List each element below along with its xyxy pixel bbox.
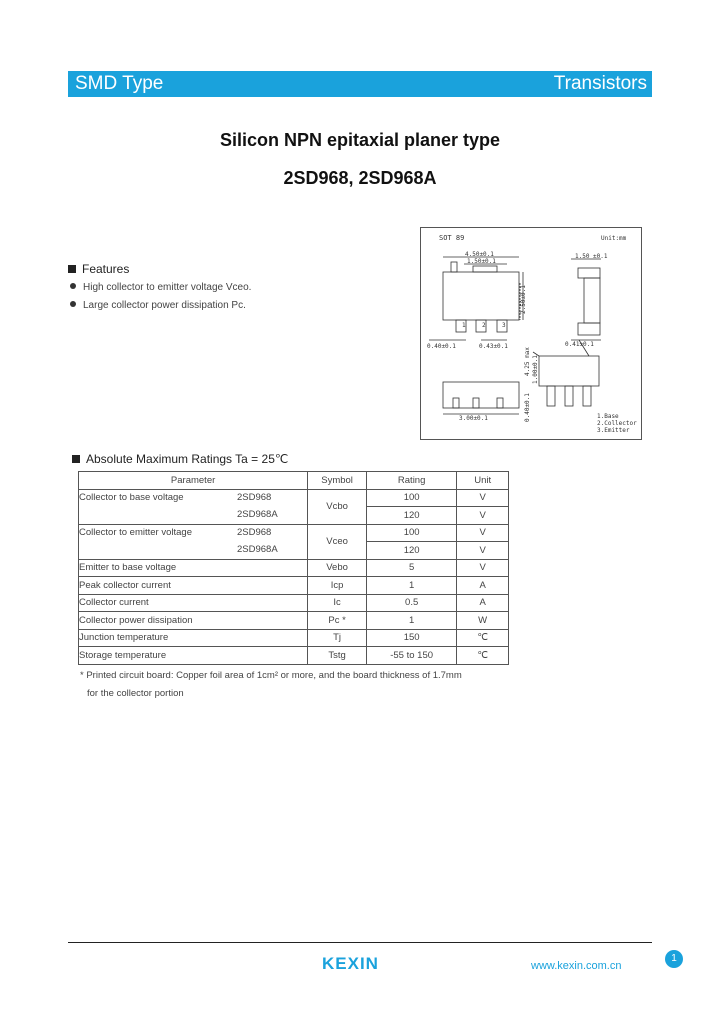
table-row: Emitter to base voltage Vebo 5 V [79, 559, 509, 577]
bullet-icon [70, 283, 76, 289]
package-unit: Unit:mm [601, 235, 627, 242]
package-drawing [420, 227, 642, 440]
ratings-table [78, 471, 509, 665]
document-title: Silicon NPN epitaxial planer type [219, 130, 501, 150]
table-row: 120 V [79, 507, 509, 525]
features-heading: Features [68, 262, 129, 276]
dim-lead-height: 1.00±0.1 [532, 355, 539, 384]
col-rating: Rating [366, 472, 456, 490]
header-left: SMD Type [75, 73, 164, 94]
pin-number-3: 3 [502, 322, 506, 329]
dim-pitch: 3.00±0.1 [459, 415, 488, 422]
table-row: Junction temperature Tj 150 ℃ [79, 629, 509, 647]
pin-1: 1.Base [597, 413, 619, 420]
table-header-row [79, 472, 509, 490]
pin-2: 2.Collector [597, 420, 637, 427]
header-right: Transistors [553, 73, 647, 94]
footnote: * Printed circuit board: Copper foil area of 1cm² or more, and the board thickness of 1.7mm [80, 670, 462, 681]
table-row: Collector power dissipation Pc * 1 W [79, 612, 509, 630]
table-row: Collector to base voltage 2SD968 2SD968A Vcbo 100 V [79, 489, 509, 507]
table-row: Storage temperature Tstg -55 to 150 ℃ [79, 647, 509, 665]
table-row: 120 V [79, 542, 509, 560]
square-bullet-icon [72, 455, 80, 463]
dim-tab: 1.50±0.1 [467, 258, 496, 265]
dim-total: 4.25 max [524, 347, 531, 376]
feature-item: High collector to emitter voltage Vceo. [70, 282, 251, 293]
feature-item: Large collector power dissipation Pc. [70, 300, 246, 311]
page-number: 1 [665, 950, 683, 968]
ratings-heading: Absolute Maximum Ratings Ta = 25℃ [72, 452, 288, 466]
dim-width: 4.50±0.1 [465, 251, 494, 258]
table-row: Peak collector current Icp 1 A [79, 577, 509, 595]
footer-divider [68, 942, 652, 943]
dim-lead: 0.41±0.1 [565, 341, 594, 348]
footnote-cont: for the collector portion [87, 688, 184, 699]
dim-pin-width2: 0.43±0.1 [479, 343, 508, 350]
part-numbers: 2SD968, 2SD968A [283, 168, 437, 188]
pin-number-2: 2 [482, 322, 486, 329]
col-symbol: Symbol [308, 472, 367, 490]
kexin-logo: KEXIN [322, 954, 379, 973]
package-name: SOT 89 [439, 234, 465, 242]
dim-height: 2.50±0.1 [520, 285, 527, 314]
dim-pin-width: 0.40±0.1 [427, 343, 456, 350]
pin-3: 3.Emitter [597, 427, 630, 434]
footer-url[interactable]: www.kexin.com.cn [531, 960, 622, 972]
header-banner [68, 71, 652, 97]
col-unit: Unit [457, 472, 509, 490]
table-row: Collector to emitter voltage 2SD968 2SD968A Vceo 100 V [79, 524, 509, 542]
dim-side-width: 1.50 ±0.1 [575, 253, 608, 260]
pin-number-1: 1 [462, 322, 466, 329]
table-row: Collector current Ic 0.5 A [79, 594, 509, 612]
dim-thick: 0.40±0.1 [524, 393, 531, 422]
bullet-icon [70, 301, 76, 307]
col-parameter: Parameter [79, 472, 308, 490]
square-bullet-icon [68, 265, 76, 273]
